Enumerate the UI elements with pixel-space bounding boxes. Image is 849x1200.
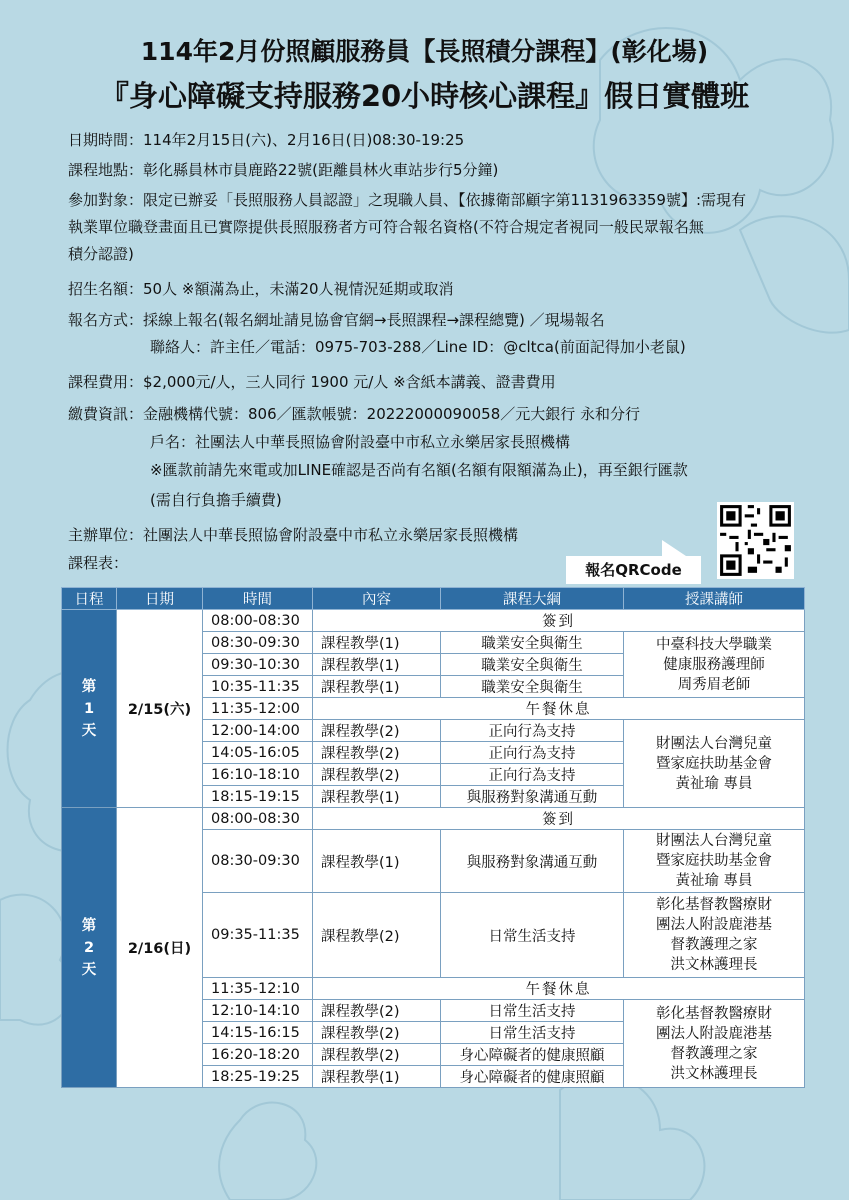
qr-code-label: 報名QRCode bbox=[566, 556, 701, 584]
header-content: 內容 bbox=[313, 588, 441, 610]
span-cell: 簽到 bbox=[313, 808, 805, 830]
teacher-cell: 財團法人台灣兒童 暨家庭扶助基金會 黃祉瑜 專員 bbox=[624, 830, 805, 893]
info-text: 聯絡人：許主任／電話：0975-703-288／Line ID：@cltca(前面記得加小老鼠) bbox=[150, 338, 686, 356]
time-cell: 12:10-14:10 bbox=[203, 1000, 313, 1022]
info-line bbox=[68, 160, 808, 180]
title-line-2: 『身心障礙支持服務20小時核心課程』假日實體班 bbox=[99, 79, 750, 113]
info-label: 日期時間 bbox=[68, 131, 129, 149]
info-line bbox=[68, 217, 808, 237]
span-cell: 簽到 bbox=[313, 610, 805, 632]
header-outline: 課程大綱 bbox=[441, 588, 624, 610]
time-cell: 14:15-16:15 bbox=[203, 1022, 313, 1044]
info-text: ※匯款前請先來電或加LINE確認是否尚有名額(名額有限額滿為止)，再至銀行匯款 bbox=[150, 461, 688, 479]
teacher-cell: 彰化基督教醫療財 團法人附設鹿港基 督教護理之家 洪文林護理長 bbox=[624, 1000, 805, 1088]
info-label: 課程表 bbox=[68, 554, 114, 572]
info-line bbox=[68, 190, 808, 210]
outline-cell: 正向行為支持 bbox=[441, 720, 624, 742]
header-day: 日程 bbox=[62, 588, 117, 610]
outline-cell: 日常生活支持 bbox=[441, 893, 624, 978]
content-cell: 課程教學(1) bbox=[313, 654, 441, 676]
day-date: 2/15(六) bbox=[117, 610, 203, 808]
teacher-cell: 中臺科技大學職業 健康服務護理師 周秀眉老師 bbox=[624, 632, 805, 698]
content-cell: 課程教學(2) bbox=[313, 720, 441, 742]
outline-cell: 日常生活支持 bbox=[441, 1000, 624, 1022]
span-cell: 午餐休息 bbox=[313, 698, 805, 720]
info-text: ：金融機構代號：806／匯款帳號：20222000090058／元大銀行 永和分行 bbox=[128, 405, 641, 423]
info-text: ：50人 ※額滿為止，未滿20人視情況延期或取消 bbox=[128, 280, 454, 298]
time-cell: 08:00-08:30 bbox=[203, 808, 313, 830]
info-text: (需自行負擔手續費) bbox=[150, 491, 282, 509]
header-time: 時間 bbox=[203, 588, 313, 610]
outline-cell: 正向行為支持 bbox=[441, 764, 624, 786]
day-label: 第 2 天 bbox=[62, 808, 117, 1088]
info-text: ：彰化縣員林市員鹿路22號(距離員林火車站步行5分鐘) bbox=[128, 161, 499, 179]
course-schedule-table bbox=[61, 587, 805, 1088]
outline-cell: 職業安全與衛生 bbox=[441, 654, 624, 676]
content-cell: 課程教學(1) bbox=[313, 830, 441, 893]
outline-cell: 身心障礙者的健康照顧 bbox=[441, 1044, 624, 1066]
span-cell: 午餐休息 bbox=[313, 978, 805, 1000]
info-label: 主辦單位 bbox=[68, 526, 129, 544]
time-cell: 10:35-11:35 bbox=[203, 676, 313, 698]
info-line bbox=[150, 337, 849, 357]
content-cell: 課程教學(1) bbox=[313, 632, 441, 654]
day-date: 2/16(日) bbox=[117, 808, 203, 1088]
info-label: 課程費用 bbox=[68, 373, 129, 391]
info-text: 戶名：社團法人中華長照協會附設臺中市私立永樂居家長照機構 bbox=[150, 433, 571, 451]
time-cell: 18:15-19:15 bbox=[203, 786, 313, 808]
info-label: 課程地點 bbox=[68, 161, 129, 179]
info-line bbox=[68, 130, 808, 150]
info-line bbox=[68, 310, 808, 330]
info-line bbox=[68, 279, 808, 299]
table-row bbox=[62, 808, 805, 830]
outline-cell: 職業安全與衛生 bbox=[441, 632, 624, 654]
content-cell: 課程教學(2) bbox=[313, 1000, 441, 1022]
content-cell: 課程教學(2) bbox=[313, 893, 441, 978]
info-text: ：114年2月15日(六)、2月16日(日)08:30-19:25 bbox=[128, 131, 465, 149]
content-cell: 課程教學(2) bbox=[313, 764, 441, 786]
outline-cell: 身心障礙者的健康照顧 bbox=[441, 1066, 624, 1088]
info-label: 參加對象 bbox=[68, 191, 129, 209]
info-label: 招生名額 bbox=[68, 280, 129, 298]
content-cell: 課程教學(2) bbox=[313, 1044, 441, 1066]
table-header-row bbox=[62, 588, 805, 610]
time-cell: 11:35-12:10 bbox=[203, 978, 313, 1000]
registration-qr-code[interactable] bbox=[717, 502, 794, 579]
info-text: ：限定已辦妥「長照服務人員認證」之現職人員、【依據衛部顧字第1131963359號】:需現有 bbox=[128, 191, 747, 209]
outline-cell: 職業安全與衛生 bbox=[441, 676, 624, 698]
content-cell: 課程教學(2) bbox=[313, 1022, 441, 1044]
day-label: 第 1 天 bbox=[62, 610, 117, 808]
info-line bbox=[150, 460, 849, 480]
content-cell: 課程教學(1) bbox=[313, 786, 441, 808]
time-cell: 08:30-09:30 bbox=[203, 830, 313, 893]
teacher-cell: 彰化基督教醫療財 團法人附設鹿港基 督教護理之家 洪文林護理長 bbox=[624, 893, 805, 978]
outline-cell: 日常生活支持 bbox=[441, 1022, 624, 1044]
content-cell: 課程教學(2) bbox=[313, 742, 441, 764]
info-text: 執業單位職登畫面且已實際提供長照服務者方可符合報名資格(不符合規定者視同一般民眾報名無 bbox=[68, 218, 704, 236]
time-cell: 18:25-19:25 bbox=[203, 1066, 313, 1088]
info-text: 積分認證) bbox=[68, 245, 134, 263]
info-text: ：$2,000元/人，三人同行 1900 元/人 ※含紙本講義、證書費用 bbox=[128, 373, 556, 391]
time-cell: 11:35-12:00 bbox=[203, 698, 313, 720]
time-cell: 09:30-10:30 bbox=[203, 654, 313, 676]
info-line bbox=[68, 372, 808, 392]
info-text: ：採線上報名(報名網址請見協會官網→長照課程→課程總覽) ／現場報名 bbox=[128, 311, 605, 329]
info-line bbox=[68, 244, 808, 264]
info-text: ：社團法人中華長照協會附設臺中市私立永樂居家長照機構 bbox=[128, 526, 519, 544]
content-cell: 課程教學(1) bbox=[313, 676, 441, 698]
info-line bbox=[68, 525, 808, 545]
header-teacher: 授課講師 bbox=[624, 588, 805, 610]
info-line bbox=[150, 432, 849, 452]
info-label: 報名方式 bbox=[68, 311, 129, 329]
time-cell: 16:20-18:20 bbox=[203, 1044, 313, 1066]
outline-cell: 與服務對象溝通互動 bbox=[441, 830, 624, 893]
teacher-cell: 財團法人台灣兒童 暨家庭扶助基金會 黃祉瑜 專員 bbox=[624, 720, 805, 808]
header-date: 日期 bbox=[117, 588, 203, 610]
time-cell: 12:00-14:00 bbox=[203, 720, 313, 742]
outline-cell: 正向行為支持 bbox=[441, 742, 624, 764]
title-line-1: 114年2月份照顧服務員【長照積分課程】(彰化場) bbox=[140, 37, 709, 66]
content-cell: 課程教學(1) bbox=[313, 1066, 441, 1088]
info-text: ： bbox=[113, 554, 129, 572]
outline-cell: 與服務對象溝通互動 bbox=[441, 786, 624, 808]
time-cell: 16:10-18:10 bbox=[203, 764, 313, 786]
qr-code-icon bbox=[717, 502, 794, 579]
time-cell: 14:05-16:05 bbox=[203, 742, 313, 764]
info-label: 繳費資訊 bbox=[68, 405, 129, 423]
time-cell: 08:00-08:30 bbox=[203, 610, 313, 632]
time-cell: 09:35-11:35 bbox=[203, 893, 313, 978]
info-line bbox=[68, 404, 808, 424]
time-cell: 08:30-09:30 bbox=[203, 632, 313, 654]
table-row bbox=[62, 610, 805, 632]
